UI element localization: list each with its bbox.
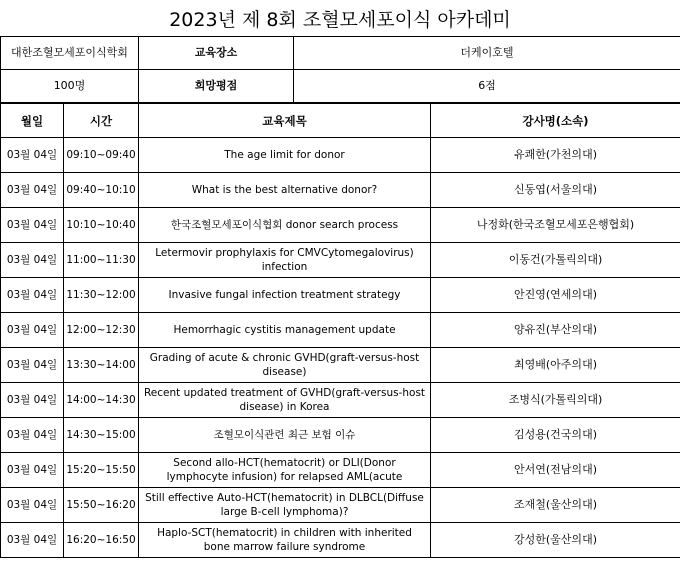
organizer-cell: 대한조혈모세포이식학회 xyxy=(1,37,139,70)
info-row-rating xyxy=(1,70,680,103)
row-topic: 조혈모이식관련 최근 보험 이슈 xyxy=(139,418,431,453)
row-topic: Recent updated treatment of GVHD(graft-versus-host disease) in Korea xyxy=(139,383,431,418)
row-date: 03월 04일 xyxy=(1,173,64,208)
row-time: 16:20~16:50 xyxy=(64,523,139,558)
row-topic: Grading of acute & chronic GVHD(graft-versus-host disease) xyxy=(139,348,431,383)
row-date: 03월 04일 xyxy=(1,488,64,523)
header-speaker: 강사명(소속) xyxy=(431,104,680,138)
row-date: 03월 04일 xyxy=(1,523,64,558)
row-speaker: 이동건(가톨릭의대) xyxy=(431,243,680,278)
table-row xyxy=(1,383,680,418)
row-speaker: 강성한(울산의대) xyxy=(431,523,680,558)
row-date: 03월 04일 xyxy=(1,418,64,453)
row-speaker: 양유진(부산의대) xyxy=(431,313,680,348)
table-row xyxy=(1,138,680,173)
row-time: 09:10~09:40 xyxy=(64,138,139,173)
row-topic: Invasive fungal infection treatment strategy xyxy=(139,278,431,313)
row-date: 03월 04일 xyxy=(1,243,64,278)
row-time: 12:00~12:30 xyxy=(64,313,139,348)
row-topic: Second allo-HCT(hematocrit) or DLI(Donor lymphocyte infusion) for relapsed AML(acute xyxy=(139,453,431,488)
table-row xyxy=(1,523,680,558)
page-title: 2023년 제 8회 조혈모세포이식 아카데미 xyxy=(169,8,511,31)
table-row xyxy=(1,173,680,208)
rating-label: 희망평점 xyxy=(139,70,294,103)
row-date: 03월 04일 xyxy=(1,278,64,313)
capacity-cell: 100명 xyxy=(1,70,139,103)
row-time: 15:50~16:20 xyxy=(64,488,139,523)
table-row xyxy=(1,208,680,243)
info-table xyxy=(0,36,680,103)
row-speaker: 김성용(건국의대) xyxy=(431,418,680,453)
table-row xyxy=(1,453,680,488)
table-row xyxy=(1,313,680,348)
row-date: 03월 04일 xyxy=(1,208,64,243)
row-speaker: 안진영(연세의대) xyxy=(431,278,680,313)
row-time: 11:00~11:30 xyxy=(64,243,139,278)
row-time: 15:20~15:50 xyxy=(64,453,139,488)
row-topic: What is the best alternative donor? xyxy=(139,173,431,208)
row-time: 13:30~14:00 xyxy=(64,348,139,383)
venue-value: 더케이호텔 xyxy=(294,37,680,70)
table-row xyxy=(1,278,680,313)
row-date: 03월 04일 xyxy=(1,313,64,348)
row-topic: Letermovir prophylaxis for CMVCytomegalovirus) infection xyxy=(139,243,431,278)
row-topic: The age limit for donor xyxy=(139,138,431,173)
row-time: 09:40~10:10 xyxy=(64,173,139,208)
row-speaker: 안서연(전남의대) xyxy=(431,453,680,488)
venue-label: 교육장소 xyxy=(139,37,294,70)
info-row-venue xyxy=(1,37,680,70)
row-speaker: 유쾌한(가천의대) xyxy=(431,138,680,173)
row-date: 03월 04일 xyxy=(1,383,64,418)
row-speaker: 최영배(아주의대) xyxy=(431,348,680,383)
row-time: 11:30~12:00 xyxy=(64,278,139,313)
row-topic: Haplo-SCT(hematocrit) in children with inherited bone marrow failure syndrome xyxy=(139,523,431,558)
table-row xyxy=(1,243,680,278)
row-speaker: 신동엽(서울의대) xyxy=(431,173,680,208)
row-topic: Still effective Auto-HCT(hematocrit) in DLBCL(Diffuse large B-cell lymphoma)? xyxy=(139,488,431,523)
table-row xyxy=(1,418,680,453)
header-date: 월일 xyxy=(1,104,64,138)
schedule-header-row xyxy=(1,104,680,138)
row-speaker: 조재철(울산의대) xyxy=(431,488,680,523)
table-row xyxy=(1,488,680,523)
row-topic: 한국조혈모세포이식협회 donor search process xyxy=(139,208,431,243)
rating-value: 6점 xyxy=(294,70,680,103)
table-row xyxy=(1,348,680,383)
row-date: 03월 04일 xyxy=(1,453,64,488)
schedule-table xyxy=(0,103,680,558)
row-topic: Hemorrhagic cystitis management update xyxy=(139,313,431,348)
row-time: 10:10~10:40 xyxy=(64,208,139,243)
row-date: 03월 04일 xyxy=(1,138,64,173)
row-speaker: 조병식(가톨릭의대) xyxy=(431,383,680,418)
header-time: 시간 xyxy=(64,104,139,138)
row-speaker: 나정화(한국조혈모세포은행협회) xyxy=(431,208,680,243)
row-time: 14:30~15:00 xyxy=(64,418,139,453)
header-topic: 교육제목 xyxy=(139,104,431,138)
row-time: 14:00~14:30 xyxy=(64,383,139,418)
row-date: 03월 04일 xyxy=(1,348,64,383)
